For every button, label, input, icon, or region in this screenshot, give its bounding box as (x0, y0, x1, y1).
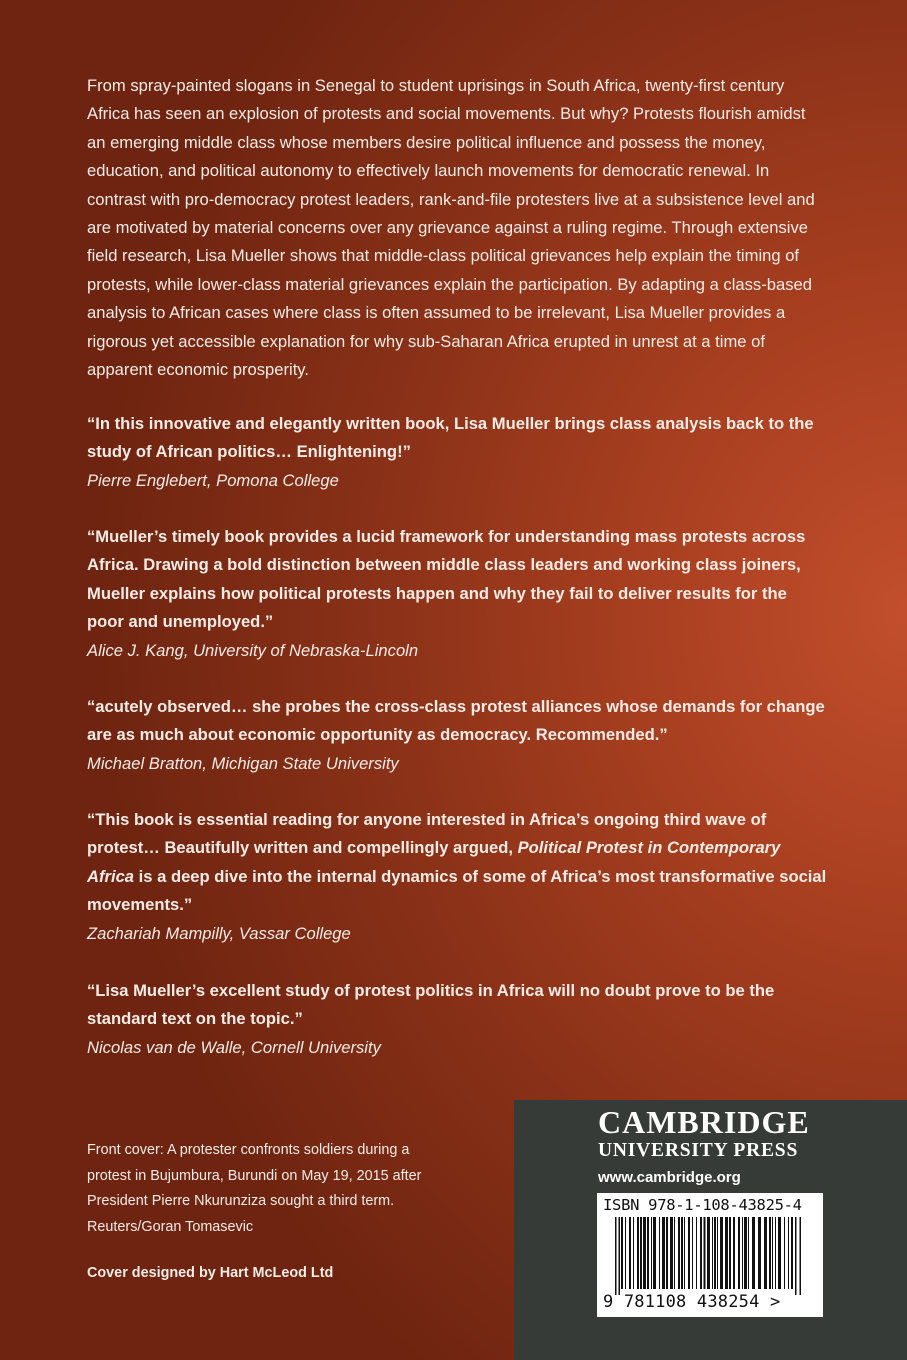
barcode-bar (714, 1217, 716, 1289)
barcode-bar (758, 1217, 761, 1289)
publisher-url: www.cambridge.org (598, 1169, 741, 1186)
endorsement-text-before: “This book is essential reading for anyone interested in Africa’s ongoing third wave of protest… Beautifully written and compellingly argued, (87, 810, 767, 858)
endorsement-text: “In this innovative and elegantly written book, Lisa Mueller brings class analysis back to the study of African politics… Enlightening!” (87, 414, 814, 462)
barcode-bar (748, 1217, 749, 1289)
barcode-bar (692, 1217, 693, 1289)
endorsement-2 (87, 523, 827, 665)
barcode-bar (651, 1217, 652, 1289)
barcode-bar (752, 1217, 755, 1289)
barcode-bar (769, 1217, 771, 1289)
barcode-bar (720, 1217, 723, 1289)
barcode-bar (791, 1217, 793, 1289)
barcode-bar (696, 1217, 697, 1289)
barcode-bar (772, 1217, 773, 1289)
barcode-bar (704, 1217, 706, 1289)
barcode-bar (795, 1217, 797, 1295)
publisher-panel (514, 1100, 907, 1360)
barcode-bar (742, 1217, 743, 1289)
barcode-bar (647, 1217, 649, 1289)
barcode-bar (659, 1217, 660, 1289)
barcode-bar (653, 1217, 656, 1289)
barcode-bar (670, 1217, 673, 1289)
barcode-bar (678, 1217, 680, 1289)
barcode-bar (681, 1217, 683, 1289)
book-title: Political Protest in Contemporary Africa (87, 838, 781, 886)
isbn-barcode (597, 1193, 823, 1317)
barcode-bar (784, 1217, 785, 1289)
isbn-label: ISBN 978-1-108-43825-4 (603, 1196, 802, 1214)
endorsement-text: “acutely observed… she probes the cross-class protest alliances whose demands for change are as much about economic opportunity as democracy. Recommended.” (87, 697, 825, 745)
endorsement-attribution: Michael Bratton, Michigan State University (87, 753, 399, 773)
endorsement-5 (87, 977, 827, 1062)
barcode-bar (666, 1217, 668, 1289)
barcode-bar (733, 1217, 735, 1289)
barcode-bar (800, 1217, 802, 1295)
barcode-bar (725, 1217, 728, 1289)
barcode-bar (729, 1217, 731, 1289)
back-cover-blurb: From spray-painted slogans in Senegal to student uprisings in South Africa, twenty-first century Africa has seen an explosion of protests and social movements. But why? Protests flourish amidst an emerging middle class whose members desire political influence and possess the money, education, and political autonomy to effectively launch movements for democratic renewal. In contrast with pro-democracy protest leaders, rank-and-file protesters live at a subsistence level and are motivated by material concerns over any grievance against a ruling regime. Through extensive field research, Lisa Mueller shows that middle-class political grievances help explain the timing of protests, while lower-class material grievances explain the participation. By adapting a class-based analysis to African cases where class is often assumed to be irrelevant, Lisa Mueller provides a rigorous yet accessible explanation for why sub-Saharan Africa erupted in unrest at a time of apparent economic prosperity. (87, 76, 815, 380)
endorsement-attribution: Alice J. Kang, University of Nebraska-Lincoln (87, 640, 419, 660)
barcode-bar (707, 1217, 710, 1289)
endorsement-1 (87, 410, 827, 495)
barcode-bar (633, 1217, 634, 1289)
endorsement-text: “Mueller’s timely book provides a lucid framework for understanding mass protests across Africa. Drawing a bold distinction between middle class leaders and working class joiners, Mueller explains how political protests happen and why they fail to deliver results for the poor and unemployed.” (87, 527, 806, 632)
endorsement-3 (87, 693, 827, 778)
barcode-bar (619, 1217, 621, 1295)
endorsement-text: “Lisa Mueller’s excellent study of protest politics in Africa will no doubt prove to be the standard text on the topic.” (87, 981, 775, 1029)
barcode-bar (674, 1217, 675, 1289)
publisher-logo-name: CAMBRIDGE (598, 1104, 810, 1140)
barcode-bar (744, 1217, 747, 1289)
barcode-bar (778, 1217, 781, 1289)
barcode-bar (717, 1217, 718, 1289)
endorsement-attribution: Pierre Englebert, Pomona College (87, 470, 339, 490)
endorsement-4 (87, 806, 827, 948)
barcode-bar (788, 1217, 789, 1289)
barcode-bar (662, 1217, 665, 1289)
barcode-bar (684, 1217, 685, 1289)
barcode-digits: 9 781108 438254 > (603, 1292, 781, 1312)
endorsement-attribution: Nicolas van de Walle, Cornell University (87, 1037, 381, 1057)
barcode-bar (625, 1217, 626, 1289)
barcode-bar (738, 1217, 740, 1289)
barcode-bar (712, 1217, 713, 1289)
cover-photo-credit: Front cover: A protester confronts soldiers during a protest in Bujumbura, Burundi on May 19, 2015 after President Pierre Nkurunziza sought a third term. Reuters/Goran Tomasevic (87, 1142, 422, 1235)
barcode-bar (700, 1217, 702, 1289)
barcode-bar (621, 1217, 623, 1289)
endorsement-text-after: is a deep dive into the internal dynamics of some of Africa’s most transformative social movements.” (87, 866, 827, 915)
barcode-bar (764, 1217, 767, 1289)
barcode-bar (688, 1217, 690, 1289)
barcode-bar (640, 1217, 642, 1289)
barcode-bar (629, 1217, 631, 1289)
publisher-logo-press: UNIVERSITY PRESS (598, 1140, 799, 1161)
barcode-bar (775, 1217, 776, 1289)
barcode-bar (615, 1217, 617, 1295)
endorsement-attribution: Zachariah Mampilly, Vassar College (87, 923, 351, 943)
endorsement-text (87, 806, 827, 920)
barcode-bar (637, 1217, 639, 1289)
barcode-bar (643, 1217, 646, 1289)
designer-credit: Cover designed by Hart McLeod Ltd (87, 1265, 334, 1281)
